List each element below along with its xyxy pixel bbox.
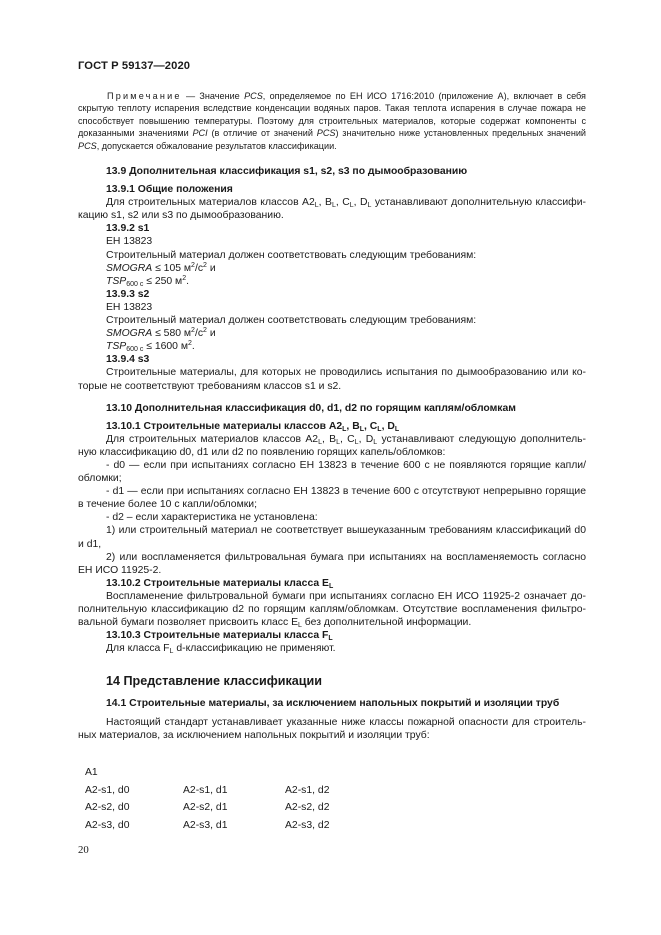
section-13-10-2-heading: 13.10.2 Строительные материалы класса $E_L$ (106, 577, 334, 590)
list-item: - d1 — если при испытаниях согласно ЕН 13823 в течение 600 с отсутствуют непрерывно горящие в течение более 10 с капли/обломки; (78, 486, 586, 511)
section-13-9-4-heading: 13.9.4 s3 (106, 354, 150, 366)
chapter-14-title: 14 Представление классификации (106, 674, 323, 689)
list-item: 2) или воспламеняется фильтровальная бумага при испытаниях на воспламеняемость согласно ЕН ИСО 11925-2. (78, 551, 586, 576)
section-13-10-3-heading: 13.10.3 Строительные материалы класса $F_L$ (106, 630, 333, 643)
section-13-10-1-heading: 13.10.1 Строительные материалы классов $A2_L$, $B_L$, $C_L$, $D_L$ (106, 420, 400, 433)
formula-tsp-s2: $TSP_{600 с} \le 1600$ $м^2$. (106, 340, 195, 354)
list-item: - d2 – если характеристика не установлена: (106, 512, 318, 524)
formula-tsp-s1: $TSP_{600 с} \le 250$ $м^2$. (106, 274, 189, 288)
section-13-9-2-heading: 13.9.2 s1 (106, 223, 150, 235)
note-block: Примечание — Значение PCS, определяемое по ЕН ИСО 1716:2010 (приложение А), включает в себя скрытую теплоту испарения вследствие конденсации водяных паров. Такая теплота испарения в случае пожара не способствует повышению температуры. Поэтому для строительных материалов, которые содержат компоненты с доказанными значениями PCI (в отличие от значений PCS) значительно ниже установленных предельных значений PCS, допускается обжалование результатов классификации. (78, 91, 587, 151)
section-13-9-title: 13.9 Дополнительная классификация s1, s2, s3 по дымообразованию (106, 166, 468, 177)
list-item: 1) или строительный материал не соответствует вышеуказанным требованиям классификаций d0 и d1, (78, 525, 586, 550)
page-number: 20 (78, 844, 89, 856)
section-13-9-3-heading: 13.9.3 s2 (106, 288, 150, 300)
note-label: Примечание (107, 91, 182, 101)
section-13-9-1-heading: 13.9.1 Общие положения (106, 184, 233, 196)
formula-smogra-s1: SMOGRA ≤ 105 $м^2/с^2$ и (106, 261, 216, 274)
section-13-10-title: 13.10 Дополнительная классификация d0, d1, d2 по горящим каплям/обломкам (106, 402, 516, 414)
document-body: 13.9 Дополнительная классификация s1, s2, s3 по дымообразованию 13.9.1 Общие положения Для строительных материалов классов $A2_L$, $B_L$, $C_L$, $D_L$ устанавливают дополнительную классифи-кацию s1, s2 или s3 по дымообразованию. 13.9.2 s1 ЕН 13823 Строительный материал должен соответствовать следующим требованиям: SMOGRA ≤ 105 $м^2/с^2$ и $TSP_{600 с} \le 250$ $м^2$. 13.9.3 s2 ЕН 13823 Строительный материал должен соответствовать следующим требованиям: SMOGRA ≤ 580 $м^2/с^2$ и $TSP_{600 с} \le 1600$ $м^2$. 13.9.4 s3 Строительные материалы, для которых не проводились испытания по дымообразованию или ко-торые не соответствуют требованиям классов s1 и s2. 13.10 Дополнительная классификация d0, d1, d2 по горящим каплям/обломкам 13.10.1 Строительные материалы классов $A2_L$, $B_L$, $C_L$, $D_L$ Для строительных материалов классов $A2_L$, $B_L$, $C_L$, $D_L$ устанавливают следующую дополнитель-ную классификацию d0, d1 или d2 по появлению горящих капель/обломков: - d0 — если при испытаниях согласно ЕН 13823 в течение 600 с не появляются горящие капли/обломки; - d1 — если при испытаниях согласно ЕН 13823 в течение 600 с отсутствуют непрерывно горящие в течение более 10 с капли/обломки; - d2 – если характеристика не установлена: 1) или строительный материал не соответствует вышеуказанным требованиям классификаций d0 и d1, 2) или воспламеняется фильтровальная бумага при испытаниях на воспламеняемость согласно ЕН ИСО 11925-2. 13.10.2 Строительные материалы класса $E_L$ Воспламенение фильтровальной бумаги при испытаниях согласно ЕН ИСО 11925-2 означает до-полнительную классификацию d2 по горящим каплям/обломкам. Отсутствие воспламенения фильтро-вальной бумаги позволяет присвоить класс $E_L$ без дополнительной информации. 13.10.3 Строительные материалы класса $F_L$ Для класса $F_L$ d-классификацию не применяют. 14 Представление классификации 14.1 Строительные материалы, за исключением напольных покрытий и изоляции труб Настоящий стандарт устанавливает указанные ниже классы пожарной опасности для строитель-ных материалов, за исключением напольных покрытий и изоляции труб: (78, 166, 587, 741)
document-header: ГОСТ Р 59137—2020 (78, 60, 191, 72)
document-page: ГОСТ Р 59137—2020 Примечание — Значение PCS, определяемое по ЕН ИСО 1716:2010 (приложение А), включает в себя скрытую теплоту испарения вследствие конденсации водяных паров. Такая теплота испарения в случае пожара не способствует повышению температуры. Поэтому для строительных материалов, которые содержат компоненты с доказанными значениями PCI (в отличие от значений PCS) значительно ниже установленных предельных значений PCS, допускается обжалование результатов классификации. 13.9 Дополнительная классификация s1, s2, s3 по дымообразованию 13.9.1 Общие положения Для строительных материалов классов $A2_L$, $B_L$, $C_L$, $D_L$ устанавливают дополнительную классифи-кацию s1, s2 или s3 по дымообразованию. 13.9.2 s1 ЕН 13823 Строительный материал должен соответствовать следующим требованиям: SMOGRA ≤ 105 $м^2/с^2$ и $TSP_{600 с} \le 250$ $м^2$. 13.9.3 s2 ЕН 13823 Строительный материал должен соответствовать следующим требованиям: SMOGRA ≤ 580 $м^2/с^2$ и $TSP_{600 с} \le 1600$ $м^2$. 13.9.4 s3 Строительные материалы, для которых не проводились испытания по дымообразованию или ко-торые не соответствуют требованиям классов s1 и s2. 13.10 Дополнительная классификация d0, d1, d2 по горящим каплям/обломкам 13.10.1 Строительные материалы классов $A2_L$, $B_L$, $C_L$, $D_L$ Для строительных материалов классов $A2_L$, $B_L$, $C_L$, $D_L$ устанавливают следующую дополнитель-ную классификацию d0, d1 или d2 по появлению горящих капель/обломков: - d0 — если при испытаниях согласно ЕН 13823 в течение 600 с не появляются горящие капли/обломки; - d1 — если при испытаниях согласно ЕН 13823 в течение 600 с отсутствуют непрерывно горящие в течение более 10 с капли/обломки; - d2 – если характеристика не установлена: 1) или строительный материал не соответствует вышеуказанным требованиям классификаций d0 и d1, 2) или воспламеняется фильтровальная бумага при испытаниях на воспламеняемость согласно ЕН ИСО 11925-2. 13.10.2 Строительные материалы класса $E_L$ Воспламенение фильтровальной бумаги при испытаниях согласно ЕН ИСО 11925-2 означает до-полнительную классификацию d2 по горящим каплям/обломкам. Отсутствие воспламенения фильтро-вальной бумаги позволяет присвоить класс $E_L$ без дополнительной информации. 13.10.3 Строительные материалы класса $F_L$ Для класса $F_L$ d-классификацию не применяют. 14 Представление классификации 14.1 Строительные материалы, за исключением напольных покрытий и изоляции труб Настоящий стандарт устанавливает указанные ниже классы пожарной опасности для строитель-ных материалов, за исключением напольных покрытий и изоляции труб: A1 A2-s1, d0 A2-s1, d1 A2-s1, d2 A2-s2, d0 A2-s2, d1 A2-s2, d2 A2-s3, d0 A2-s3, d1 A2-s3, d2 20 (78, 60, 587, 856)
paragraph: Для строительных материалов классов $A2_L$, $B_L$, $C_L$, $D_L$ устанавливают дополнительную классифи-кацию s1, s2 или s3 по дымообразованию. (78, 197, 586, 222)
list-item: - d0 — если при испытаниях согласно ЕН 13823 в течение 600 с не появляются горящие капли/обломки; (78, 459, 586, 485)
section-14-1-heading: 14.1 Строительные материалы, за исключением напольных покрытий и изоляции труб (106, 698, 560, 710)
formula-smogra-s2: SMOGRA ≤ 580 $м^2/с^2$ и (106, 327, 216, 340)
